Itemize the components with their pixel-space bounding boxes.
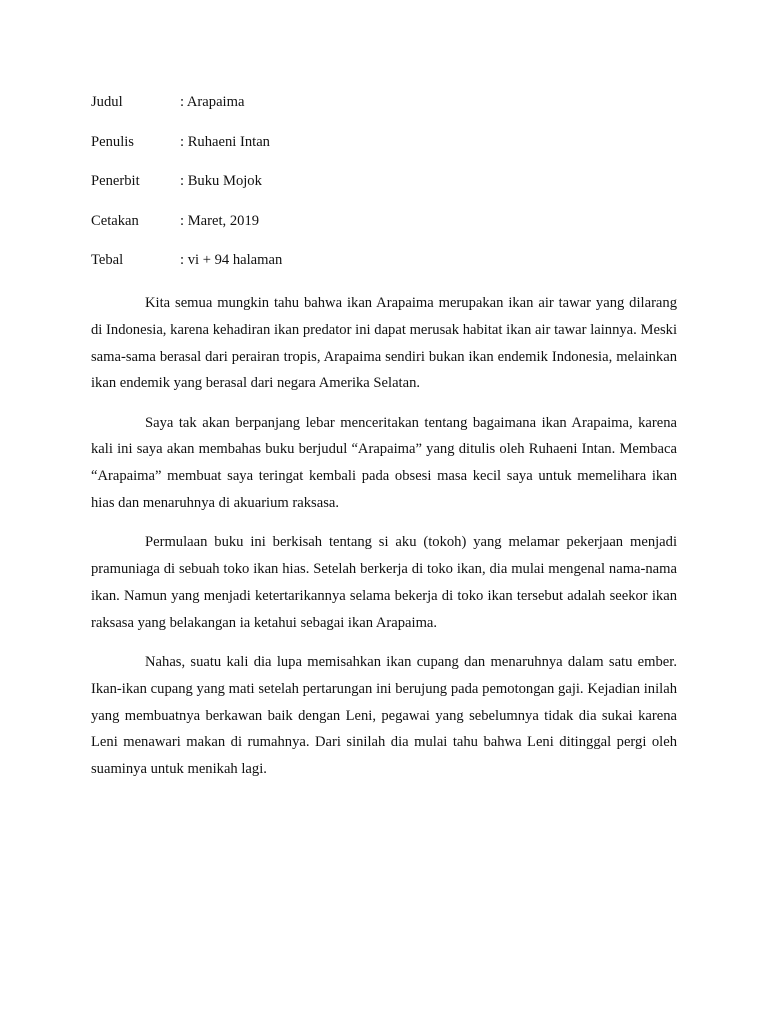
- book-info-label: Tebal: [91, 252, 124, 269]
- book-info-label: Judul: [91, 94, 123, 110]
- paragraph: Permulaan buku ini berkisah tentang si aku (tokoh) yang melamar pekerjaan menjadi pramuniaga di sebuah toko ikan hias. Setelah berkerja di toko ikan, dia mulai mengenal nama-nama ikan. Namun yang menjadi ketertarikannya selama bekerja di toko ikan tersebut adalah seekor ikan raksasa yang belakangan ia ketahui sebagai ikan Arapaima.: [91, 534, 677, 631]
- book-info-label: Penulis: [91, 133, 134, 150]
- document-page: [91, 92, 677, 796]
- book-info-row-pages: [91, 250, 677, 270]
- book-info-block: [91, 92, 677, 270]
- book-info-row-title: [91, 92, 677, 112]
- book-info-value: : Buku Mojok: [180, 173, 262, 190]
- book-info-row-author: [91, 132, 677, 152]
- paragraph: Saya tak akan berpanjang lebar menceritakan tentang bagaimana ikan Arapaima, karena kali ini saya akan membahas buku berjudul “Arapaima” yang ditulis oleh Ruhaeni Intan. Membaca “Arapaima” membuat saya teringat kembali pada obsesi masa kecil saya untuk memelihara ikan hias dan menaruhnya di akuarium raksasa.: [91, 414, 677, 512]
- paragraph: Kita semua mungkin tahu bahwa ikan Arapaima merupakan ikan air tawar yang dilarang di Indonesia, karena kehadiran ikan predator ini dapat merusak habitat ikan air tawar lainnya. Meski sama-sama berasal dari perairan tropis, Arapaima sendiri bukan ikan endemik Indonesia, melainkan ikan endemik yang berasal dari negara Amerika Selatan.: [91, 294, 677, 392]
- book-info-label: Cetakan: [91, 212, 139, 229]
- book-info-value: : Arapaima: [180, 94, 245, 110]
- book-info-row-publisher: [91, 171, 677, 191]
- book-info-label: Penerbit: [91, 173, 140, 190]
- book-info-value: : vi + 94 halaman: [180, 252, 283, 269]
- book-info-value: : Ruhaeni Intan: [180, 133, 270, 150]
- review-body: [91, 290, 677, 783]
- book-info-row-printing: [91, 211, 677, 231]
- paragraph: Nahas, suatu kali dia lupa memisahkan ikan cupang dan menaruhnya dalam satu ember. Ikan-ikan cupang yang mati setelah pertarungan ini berujung pada pemotongan gaji. Kejadian inilah yang membuatnya berkawan baik dengan Leni, pegawai yang sebelumnya tidak dia sukai karena Leni menawari makan di rumahnya. Dari sinilah dia mulai tahu bahwa Leni ditinggal pergi oleh suaminya untuk menikah lagi.: [91, 654, 677, 778]
- book-info-value: : Maret, 2019: [180, 212, 260, 229]
